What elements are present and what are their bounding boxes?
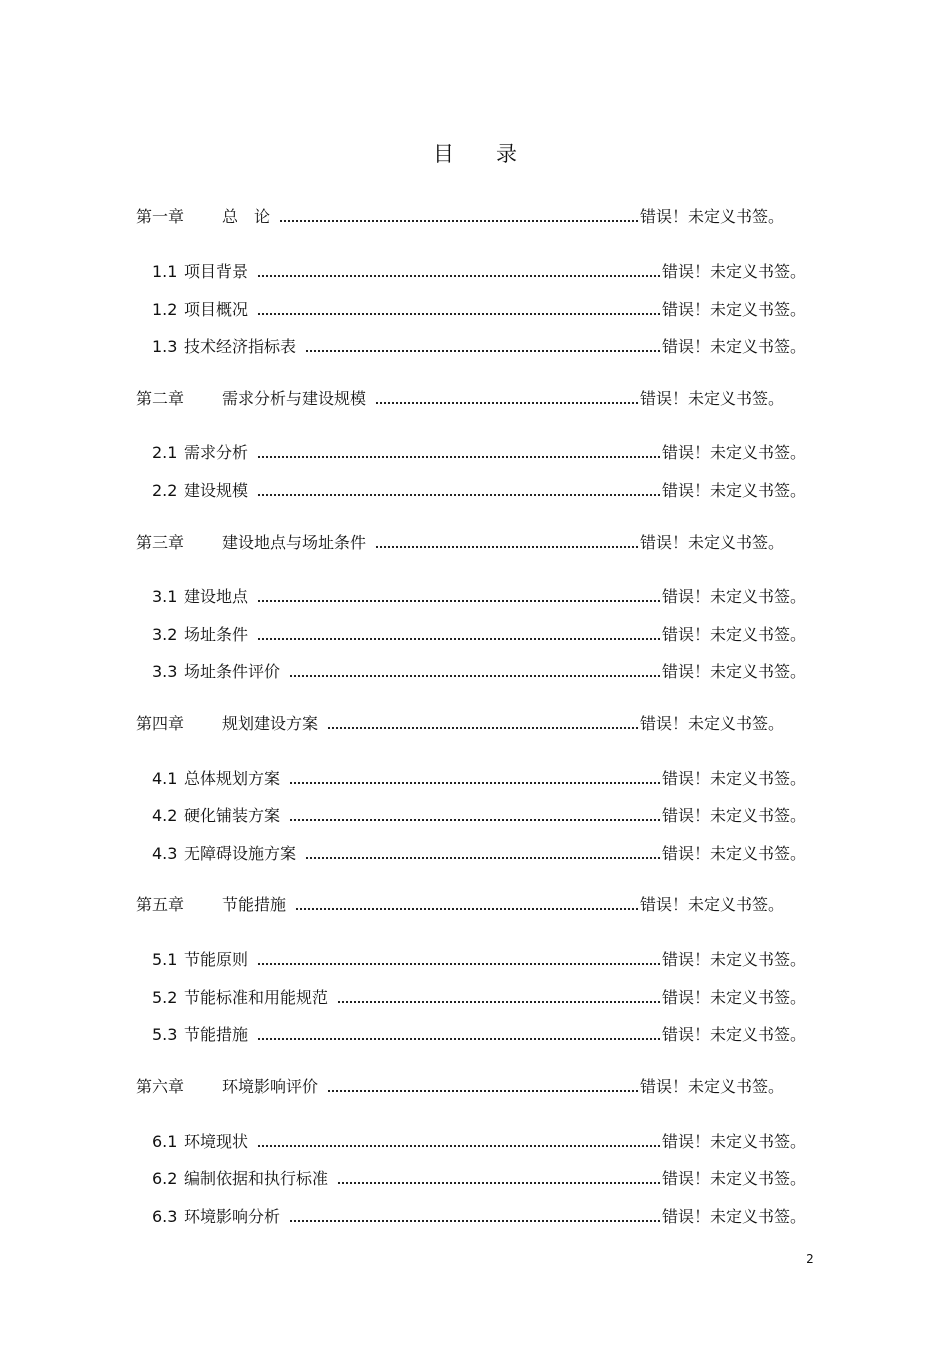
dot-leader <box>258 598 660 602</box>
chapter-title: 建设地点与场址条件 <box>222 533 367 552</box>
page-reference: 错误！未定义书签。 <box>639 533 784 552</box>
toc-section-5-2[interactable] <box>152 984 806 1008</box>
dot-leader <box>290 673 660 677</box>
section-title: 无障碍设施方案 <box>184 844 297 863</box>
page-reference: 错误！未定义书签。 <box>661 1207 806 1226</box>
page-reference: 错误！未定义书签。 <box>661 1169 806 1188</box>
page-reference: 错误！未定义书签。 <box>661 587 806 606</box>
section-title: 总体规划方案 <box>184 769 281 788</box>
section-title: 场址条件评价 <box>184 662 281 681</box>
page-reference: 错误！未定义书签。 <box>661 1132 806 1151</box>
dot-leader <box>290 1218 660 1222</box>
section-number: 5.3 <box>152 1025 178 1044</box>
section-number: 6.1 <box>152 1132 178 1151</box>
dot-leader <box>290 780 660 784</box>
page-reference: 错误！未定义书签。 <box>661 1025 806 1044</box>
toc-section-3-1[interactable] <box>152 583 806 607</box>
toc-section-3-2[interactable] <box>152 621 806 645</box>
chapter-title: 需求分析与建设规模 <box>222 389 367 408</box>
dot-leader <box>328 1088 638 1092</box>
toc-section-4-1[interactable] <box>152 765 806 789</box>
page-reference: 错误！未定义书签。 <box>661 662 806 681</box>
dot-leader <box>258 961 660 965</box>
page-reference: 错误！未定义书签。 <box>661 337 806 356</box>
chapter-number: 第二章 <box>136 389 185 408</box>
dot-leader <box>376 544 638 548</box>
dot-leader <box>338 999 660 1003</box>
section-number: 3.2 <box>152 625 178 644</box>
toc-section-3-3[interactable] <box>152 658 806 682</box>
dot-leader <box>328 725 638 729</box>
chapter-number: 第六章 <box>136 1077 185 1096</box>
section-number: 3.1 <box>152 587 178 606</box>
section-title: 编制依据和执行标准 <box>184 1169 329 1188</box>
section-number: 4.3 <box>152 844 178 863</box>
dot-leader <box>290 817 660 821</box>
section-number: 3.3 <box>152 662 178 681</box>
toc-section-2-1[interactable] <box>152 439 806 463</box>
section-title: 节能措施 <box>184 1025 249 1044</box>
dot-leader <box>258 492 660 496</box>
section-number: 1.2 <box>152 300 178 319</box>
section-title: 环境现状 <box>184 1132 249 1151</box>
dot-leader <box>258 1143 660 1147</box>
chapter-number: 第一章 <box>136 207 185 226</box>
dot-leader <box>258 636 660 640</box>
page-title: 目录 <box>433 142 559 166</box>
dot-leader <box>258 273 660 277</box>
toc-section-2-2[interactable] <box>152 477 806 501</box>
page-reference: 错误！未定义书签。 <box>661 481 806 500</box>
section-number: 2.1 <box>152 443 178 462</box>
toc-chapter-1[interactable] <box>136 203 784 227</box>
page-reference: 错误！未定义书签。 <box>639 207 784 226</box>
section-number: 4.2 <box>152 806 178 825</box>
page-reference: 错误！未定义书签。 <box>661 625 806 644</box>
dot-leader <box>306 348 660 352</box>
dot-leader <box>376 400 638 404</box>
section-number: 4.1 <box>152 769 178 788</box>
section-title: 节能标准和用能规范 <box>184 988 329 1007</box>
page-number: 2 <box>806 1252 814 1266</box>
page-reference: 错误！未定义书签。 <box>639 895 784 914</box>
page-reference: 错误！未定义书签。 <box>661 950 806 969</box>
chapter-number: 第三章 <box>136 533 185 552</box>
section-title: 场址条件 <box>184 625 249 644</box>
section-title: 建设规模 <box>184 481 249 500</box>
section-title: 技术经济指标表 <box>184 337 297 356</box>
page-reference: 错误！未定义书签。 <box>661 769 806 788</box>
section-title: 项目背景 <box>184 262 249 281</box>
toc-section-1-2[interactable] <box>152 296 806 320</box>
page-reference: 错误！未定义书签。 <box>639 1077 784 1096</box>
section-title: 需求分析 <box>184 443 249 462</box>
toc-chapter-2[interactable] <box>136 385 784 409</box>
dot-leader <box>258 454 660 458</box>
page-reference: 错误！未定义书签。 <box>661 300 806 319</box>
section-title: 项目概况 <box>184 300 249 319</box>
section-number: 5.1 <box>152 950 178 969</box>
toc-chapter-6[interactable] <box>136 1073 784 1097</box>
section-title: 节能原则 <box>184 950 249 969</box>
chapter-number: 第五章 <box>136 895 185 914</box>
toc-section-6-3[interactable] <box>152 1203 806 1227</box>
chapter-title: 环境影响评价 <box>222 1077 319 1096</box>
toc-chapter-5[interactable] <box>136 891 784 915</box>
page-reference: 错误！未定义书签。 <box>639 714 784 733</box>
toc-section-6-1[interactable] <box>152 1128 806 1152</box>
page-reference: 错误！未定义书签。 <box>661 988 806 1007</box>
section-title: 硬化铺装方案 <box>184 806 281 825</box>
toc-section-1-3[interactable] <box>152 333 806 357</box>
chapter-number: 第四章 <box>136 714 185 733</box>
toc-section-5-1[interactable] <box>152 946 806 970</box>
section-title: 环境影响分析 <box>184 1207 281 1226</box>
toc-chapter-3[interactable] <box>136 529 784 553</box>
section-number: 1.1 <box>152 262 178 281</box>
dot-leader <box>280 218 638 222</box>
section-number: 1.3 <box>152 337 178 356</box>
section-number: 6.3 <box>152 1207 178 1226</box>
toc-section-5-3[interactable] <box>152 1021 806 1045</box>
dot-leader <box>296 906 638 910</box>
toc-section-6-2[interactable] <box>152 1165 806 1189</box>
page-reference: 错误！未定义书签。 <box>661 443 806 462</box>
section-number: 6.2 <box>152 1169 178 1188</box>
toc-section-4-3[interactable] <box>152 840 806 864</box>
toc-chapter-4[interactable] <box>136 710 784 734</box>
section-title: 建设地点 <box>184 587 249 606</box>
chapter-title: 规划建设方案 <box>222 714 319 733</box>
dot-leader <box>258 1036 660 1040</box>
toc-section-4-2[interactable] <box>152 802 806 826</box>
page-reference: 错误！未定义书签。 <box>661 844 806 863</box>
page-reference: 错误！未定义书签。 <box>661 806 806 825</box>
page-reference: 错误！未定义书签。 <box>661 262 806 281</box>
dot-leader <box>338 1180 660 1184</box>
chapter-title: 总 论 <box>222 207 271 226</box>
dot-leader <box>306 855 660 859</box>
page-reference: 错误！未定义书签。 <box>639 389 784 408</box>
toc-section-1-1[interactable] <box>152 258 806 282</box>
section-number: 5.2 <box>152 988 178 1007</box>
section-number: 2.2 <box>152 481 178 500</box>
chapter-title: 节能措施 <box>222 895 287 914</box>
dot-leader <box>258 311 660 315</box>
